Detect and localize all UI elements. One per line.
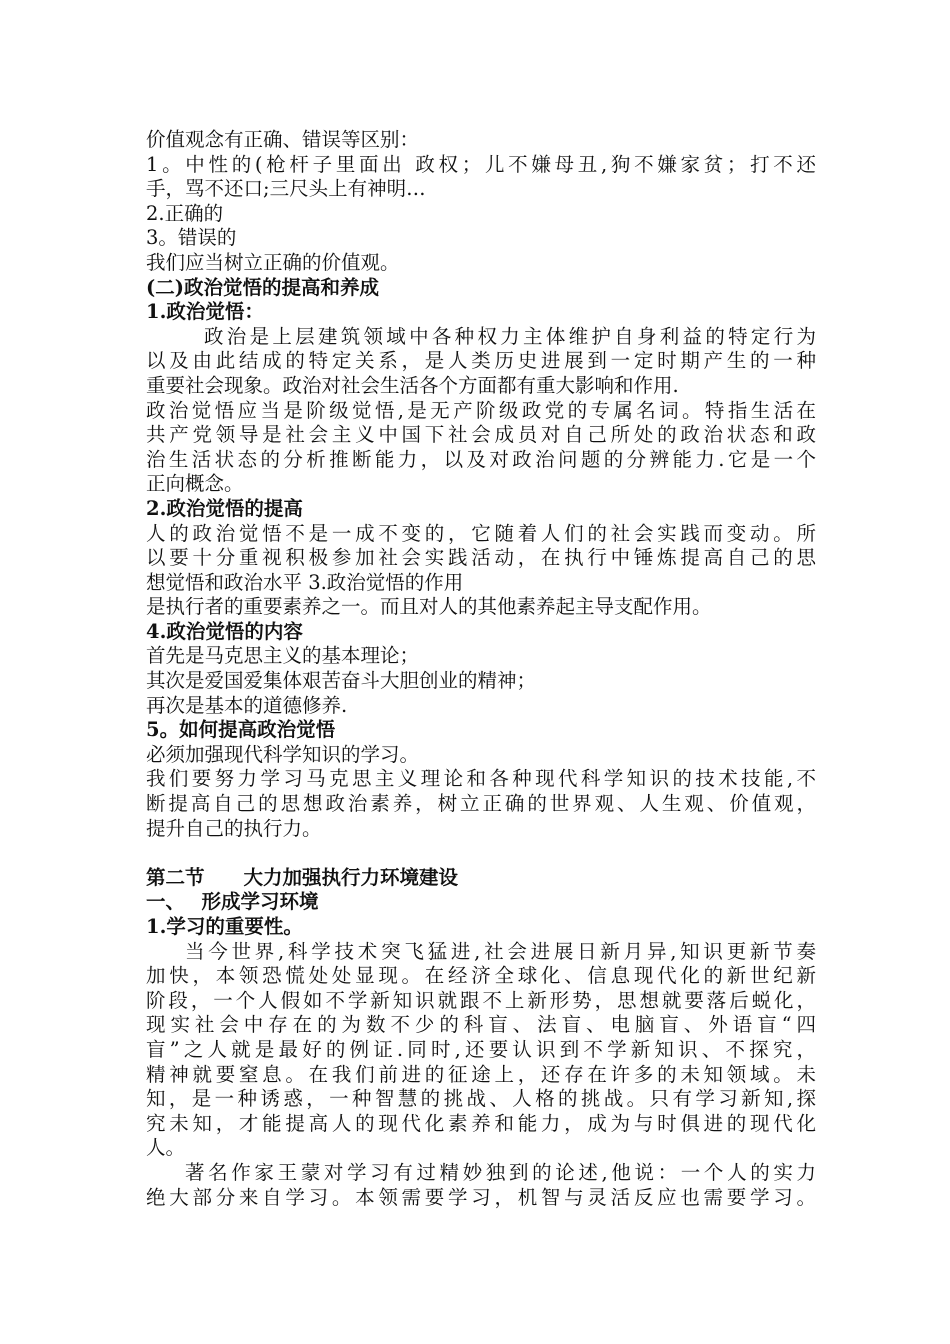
paragraph-line: 正向概念。 <box>146 472 244 496</box>
paragraph-line: 提升自己的执行力。 <box>146 816 322 840</box>
chapter-section-heading: 第二节 大力加强执行力环境建设 <box>146 865 459 889</box>
paragraph-line: 著名作家王蒙对学习有过精妙独到的论述,他说：一个人的实力 <box>185 1160 816 1184</box>
paragraph-line: 以要十分重视积极参加社会实践活动，在执行中锤炼提高自己的思 <box>146 546 816 570</box>
paragraph-line: 精神就要窒息。在我们前进的征途上，还存在许多的未知领域。未 <box>146 1062 816 1086</box>
paragraph-line: 是执行者的重要素养之一。而且对人的其他素养起主导支配作用。 <box>146 595 712 619</box>
paragraph-line: 人。 <box>146 1136 186 1160</box>
subsection-heading: 2.政治觉悟的提高 <box>146 496 303 520</box>
subsection-heading: 4.政治觉悟的内容 <box>146 619 303 643</box>
paragraph-line: 当今世界,科学技术突飞猛进,社会进展日新月异,知识更新节奏 <box>185 939 816 963</box>
text-line: 1。中性的(枪杆子里面出 政权；儿不嫌母丑,狗不嫌家贫；打不还 <box>146 152 816 176</box>
list-item: 2.正确的 <box>146 201 224 225</box>
paragraph-line: 绝大部分来自学习。本领需要学习，机智与灵活反应也需要学习。 <box>146 1185 816 1209</box>
document-page <box>146 128 816 1210</box>
text-line: 手，骂不还口;三尺头上有神明… <box>146 177 426 201</box>
text-line: 我们应当树立正确的价值观。 <box>146 250 400 274</box>
paragraph-line: 必须加强现代科学知识的学习。 <box>146 742 420 766</box>
paragraph-line: 盲”之人就是最好的例证.同时,还要认识到不学新知识、不探究， <box>146 1037 816 1061</box>
paragraph-line: 现实社会中存在的为数不少的科盲、法盲、电脑盲、外语盲“四 <box>146 1013 816 1037</box>
paragraph-line: 重要社会现象。政治对社会生活各个方面都有重大影响和作用. <box>146 373 679 397</box>
subsection-heading: 1.学习的重要性。 <box>146 915 303 938</box>
text-line: 价值观念有正确、错误等区别： <box>146 128 420 151</box>
list-item: 其次是爱国爱集体艰苦奋斗大胆创业的精神； <box>146 669 537 693</box>
section-heading: (二)政治觉悟的提高和养成 <box>146 275 379 299</box>
paragraph-line: 究未知，才能提高人的现代化素养和能力，成为与时俱进的现代化 <box>146 1111 816 1135</box>
list-item: 再次是基本的道德修养. <box>146 693 348 717</box>
list-item: 3。错误的 <box>146 226 237 250</box>
paragraph-line: 共产党领导是社会主义中国下社会成员对自己所处的政治状态和政 <box>146 423 816 447</box>
section-heading: 一、 形成学习环境 <box>146 890 319 914</box>
subsection-heading: 1.政治觉悟： <box>146 300 264 324</box>
paragraph-line: 以及由此结成的特定关系，是人类历史进展到一定时期产生的一种 <box>146 349 816 373</box>
paragraph-line: 政治是上层建筑领域中各种权力主体维护自身利益的特定行为 <box>204 324 816 348</box>
list-item: 首先是马克思主义的基本理论； <box>146 644 420 668</box>
paragraph-line: 人的政治觉悟不是一成不变的，它随着人们的社会实践而变动。所 <box>146 521 816 545</box>
paragraph-line: 治生活状态的分析推断能力，以及对政治问题的分辨能力.它是一个 <box>146 447 816 471</box>
subsection-heading: 5。如何提高政治觉悟 <box>146 718 336 742</box>
paragraph-line: 知，是一种诱惑，一种智慧的挑战、人格的挑战。只有学习新知,探 <box>146 1087 816 1111</box>
blank-line <box>146 841 816 866</box>
paragraph-line: 想觉悟和政治水平 3.政治觉悟的作用 <box>146 570 464 594</box>
paragraph-line: 断提高自己的思想政治素养，树立正确的世界观、人生观、价值观， <box>146 792 816 816</box>
paragraph-line: 阶段，一个人假如不学新知识就跟不上新形势，思想就要落后蜕化， <box>146 988 816 1012</box>
paragraph-line: 政治觉悟应当是阶级觉悟,是无产阶级政党的专属名词。特指生活在 <box>146 398 816 422</box>
paragraph-line: 加快，本领恐慌处处显现。在经济全球化、信息现代化的新世纪新 <box>146 964 816 988</box>
paragraph-line: 我们要努力学习马克思主义理论和各种现代科学知识的技术技能,不 <box>146 767 816 791</box>
